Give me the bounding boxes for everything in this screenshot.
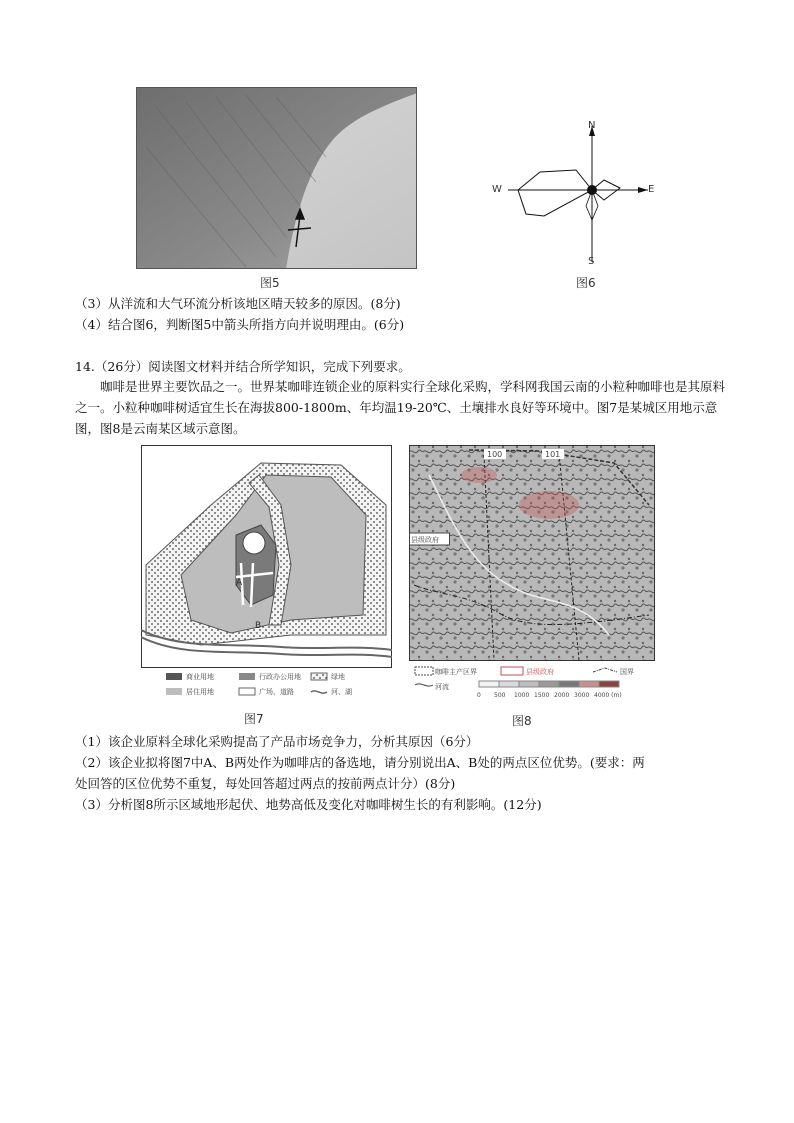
q14-paragraph: 咖啡是世界主要饮品之一。世界某咖啡连锁企业的原料实行全球化采购，学科网我国云南的小粒种咖啡也是其原料之一。小粒种咖啡树适宜生长在海拔800-1800m、年均温19-20℃、土壤排水良好等环境中。图7是某城区用地示意图，图8是云南某区域示意图。 [75,379,726,436]
scale-2000: 2000 [554,692,570,699]
legend-swatch-border [593,668,617,672]
legend-green: 绿地 [331,673,345,681]
label-b: B [255,621,262,631]
figure-7-caption: 图7 [244,712,264,726]
legend-swatch-county [501,667,523,675]
legend-coffee-area: 咖啡主产区界 [435,668,477,676]
scale-500: 500 [494,692,506,699]
figure-5-caption: 图5 [260,276,280,290]
west-label: W [492,184,502,195]
label-county-gov: 县级政府 [411,536,439,544]
legend-border: 国界 [620,668,634,676]
q13-item4: （4）结合图6，判断图5中箭头所指方向并说明理由。(6分) [75,317,405,332]
figure-7 [141,445,392,708]
figure-5 [136,87,417,269]
q14-item2-line2: 处回答的区位优势不重复，每处回答超过两点的按前两点计分）(8分) [75,776,456,791]
wind-rose [488,112,668,272]
north-label: N [588,120,596,131]
scale-4000: 4000 (m) [594,692,622,699]
legend-swatch-residential [166,688,182,695]
label-100: 100 [487,450,503,459]
scale-1500: 1500 [534,692,550,699]
legend-swatch-admin [239,673,255,680]
q14-item1: （1）该企业原料全球化采购提高了产品市场竞争力，分析其原因（6分） [75,734,479,749]
q14-item3: （3）分析图8所示区域地形起伏、地势高低及变化对咖啡树生长的有利影响。(12分) [75,797,542,812]
legend-county: 县级政府 [526,668,554,676]
legend-swatch-road [239,688,255,695]
q14-item2-line1: （2）该企业拟将图7中A、B两处作为咖啡店的备选地，请分别说出A、B处的两点区位优势。(要求：两 [75,755,645,770]
legend-swatch-green [311,673,327,680]
legend-swatch-river [311,691,327,693]
figure-6 [488,112,668,272]
legend-river: 河、湖 [331,688,352,696]
scale-3000: 3000 [574,692,590,699]
scale-1000: 1000 [514,692,530,699]
legend-swatch-commercial [166,673,182,680]
figure-8-caption: 图8 [512,714,532,728]
legend-swatch-river8 [415,684,433,686]
legend-road: 广场、道路 [259,688,294,696]
land-use-map [141,445,392,708]
scale-0: 0 [477,692,481,699]
q14-heading: 14.（26分）阅读图文材料并结合所学知识，完成下列要求。 [75,359,411,374]
legend-river8: 河流 [435,683,449,691]
legend-swatch-coffee-area [415,667,433,675]
elevation-scale [479,681,619,687]
legend-admin: 行政办公用地 [259,673,301,681]
legend-commercial: 商业用地 [186,673,214,681]
label-a: A [236,578,243,588]
south-label: S [588,256,595,267]
figure-6-caption: 图6 [576,276,596,290]
east-label: E [648,184,655,195]
q13-item3: （3）从洋流和大气环流分析该地区晴天较多的原因。(8分) [75,296,401,311]
figure-5-photo [136,87,417,269]
label-101: 101 [545,450,561,459]
legend-residential: 居住用地 [186,688,214,696]
